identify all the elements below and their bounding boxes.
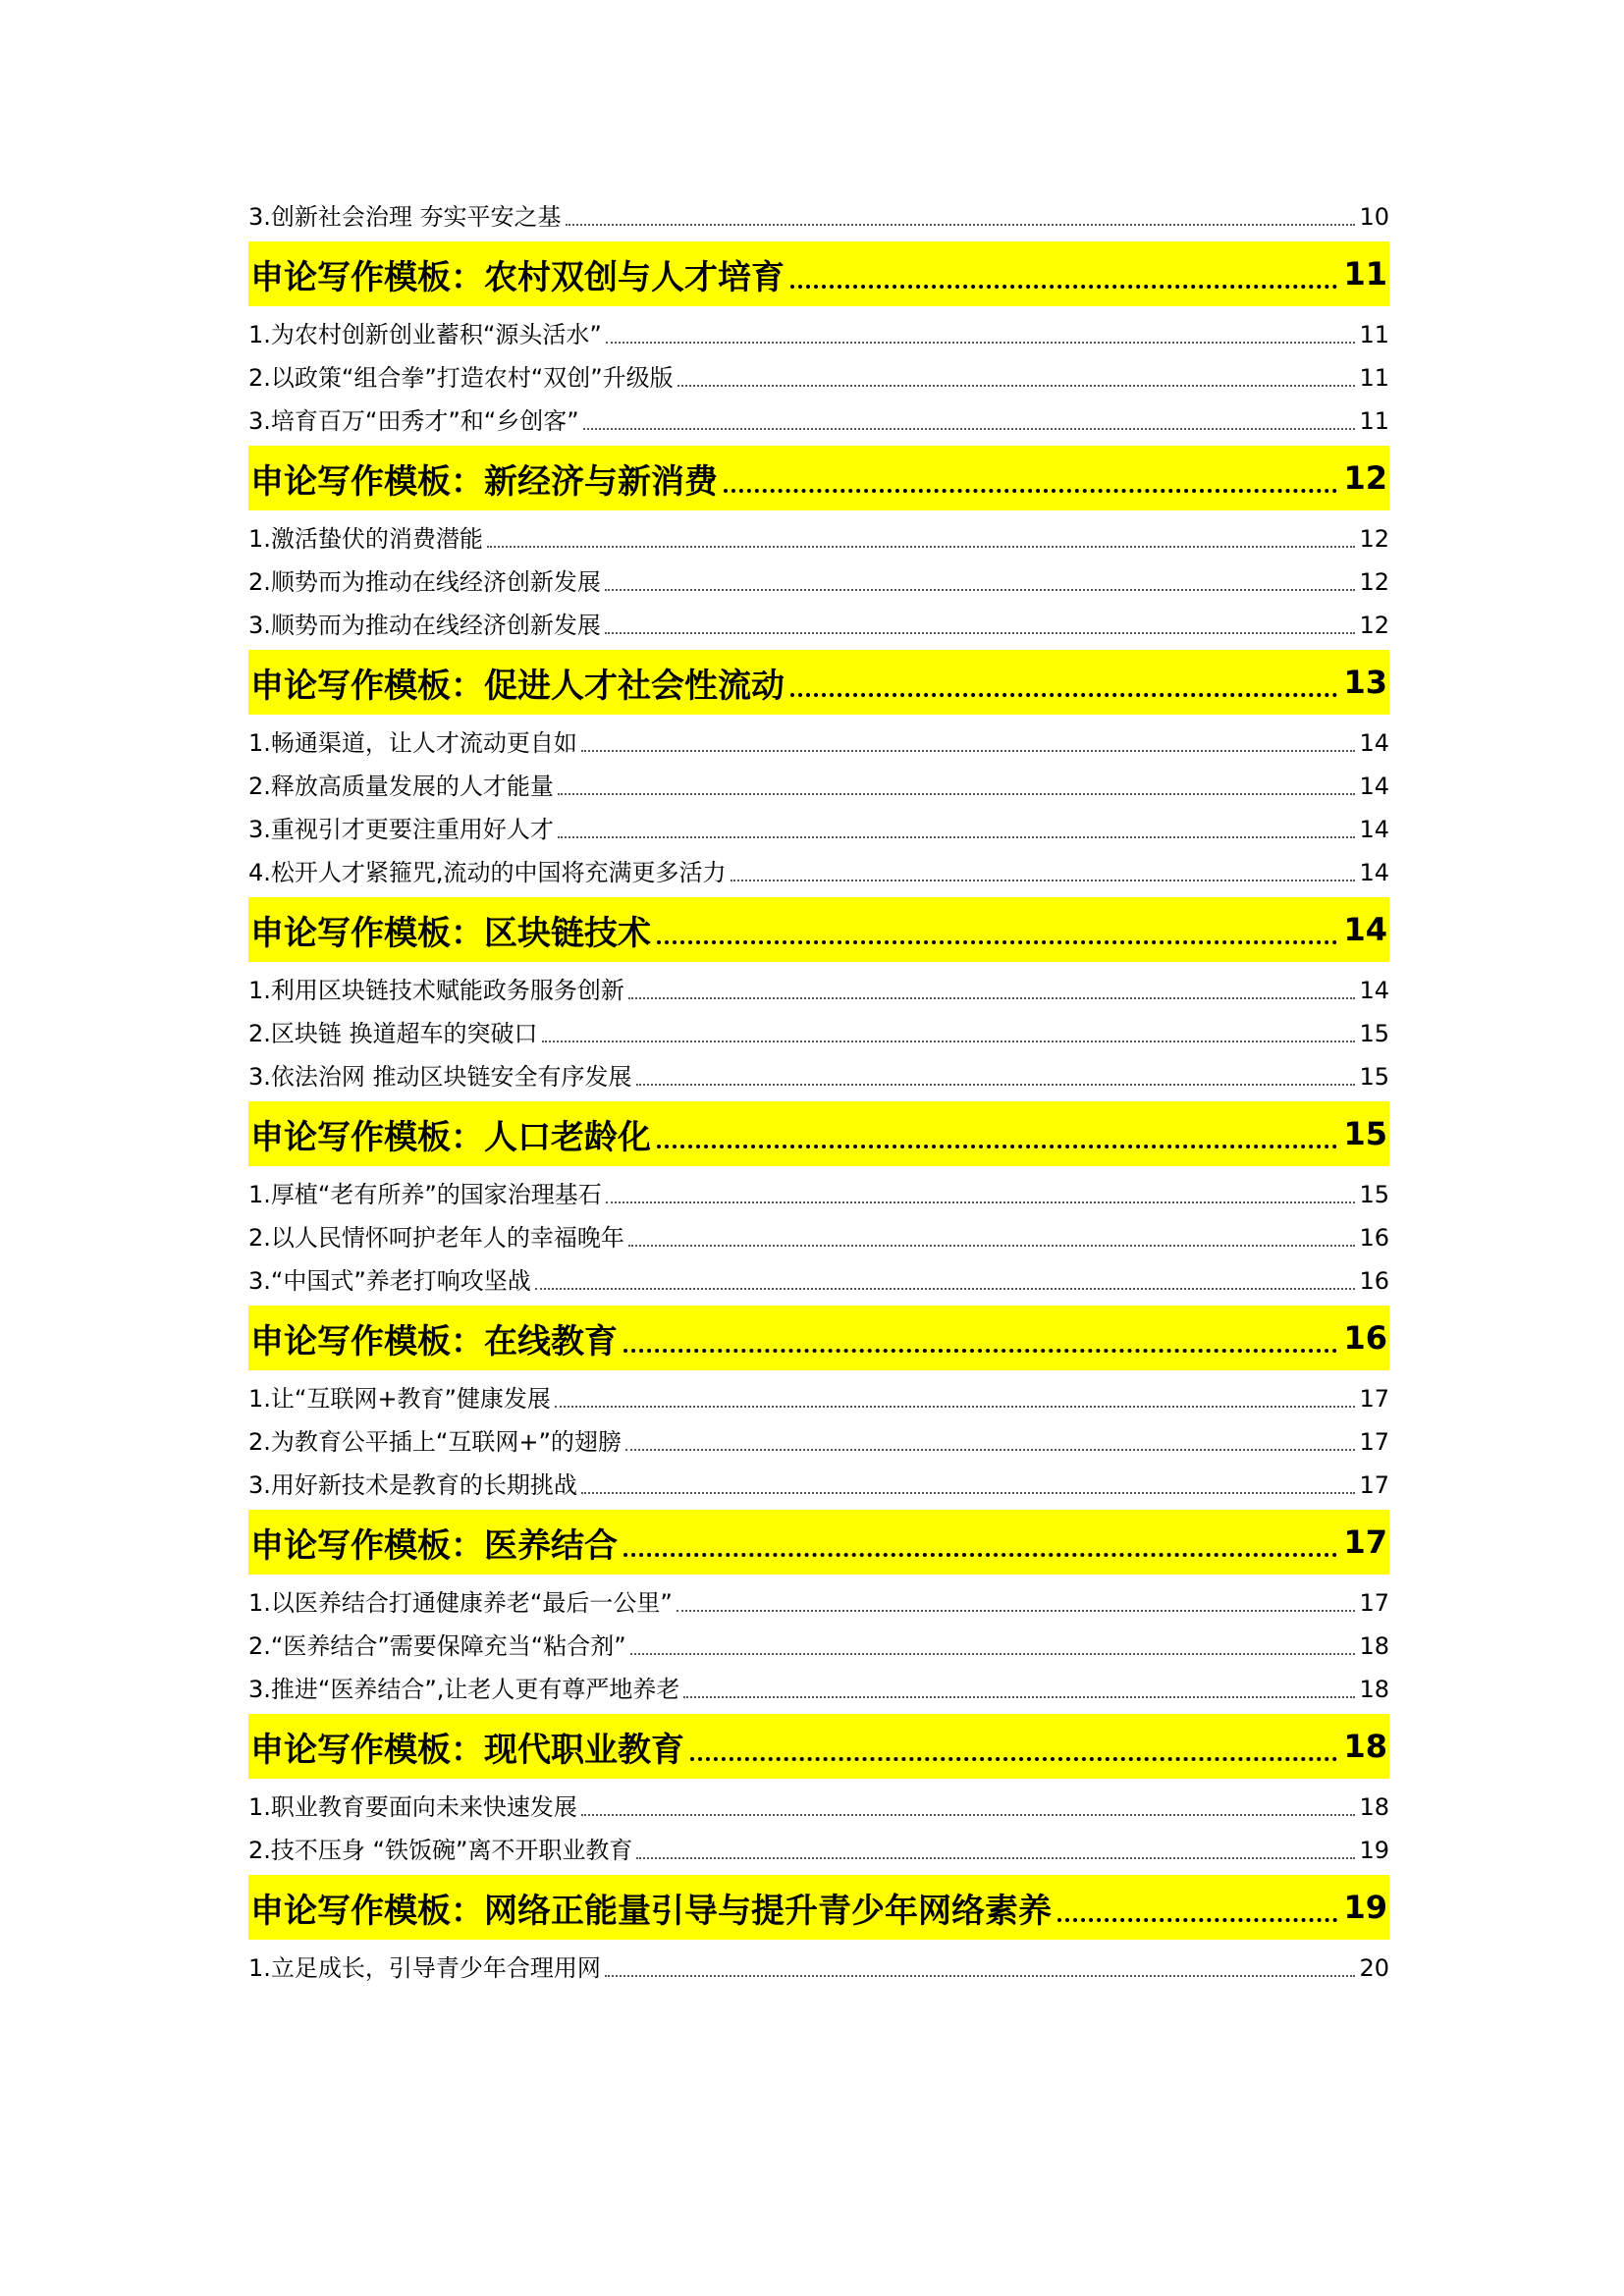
toc-entry[interactable]	[248, 514, 1389, 558]
toc-page-number: 14	[1359, 729, 1389, 757]
toc-dot-leader	[657, 940, 1337, 944]
toc-dot-leader	[724, 489, 1337, 493]
toc-entry[interactable]	[248, 558, 1389, 601]
toc-section-heading[interactable]	[248, 241, 1389, 306]
toc-entry-title: 1.立足成长，引导青少年合理用网	[248, 1954, 601, 1982]
toc-page-number: 17	[1359, 1385, 1389, 1413]
toc-entry-title: 1.厚植“老有所养”的国家治理基石	[248, 1181, 602, 1208]
toc-heading-title: 申论写作模板：网络正能量引导与提升青少年网络素养	[250, 1891, 1052, 1931]
toc-page-number: 12	[1359, 612, 1389, 639]
toc-page-number: 15	[1359, 1020, 1389, 1047]
toc-entry[interactable]	[248, 762, 1389, 805]
toc-page-number: 12	[1359, 525, 1389, 553]
toc-dot-leader	[790, 693, 1337, 697]
toc-page-number: 18	[1359, 1632, 1389, 1660]
toc-dot-leader	[623, 1349, 1337, 1353]
toc-entry[interactable]	[248, 1213, 1389, 1256]
toc-dot-leader	[606, 342, 1356, 344]
toc-dot-leader	[581, 750, 1356, 752]
toc-section-heading[interactable]	[248, 1306, 1389, 1370]
toc-dot-leader	[581, 1814, 1356, 1816]
toc-section-heading[interactable]	[248, 446, 1389, 510]
toc-dot-leader	[605, 589, 1356, 591]
toc-dot-leader	[677, 1610, 1356, 1612]
toc-entry-title: 2.以政策“组合拳”打造农村“双创”升级版	[248, 364, 674, 392]
toc-entry-title: 3.顺势而为推动在线经济创新发展	[248, 612, 601, 639]
toc-page-number: 14	[1359, 816, 1389, 843]
toc-section-heading[interactable]	[248, 1510, 1389, 1575]
toc-page-number: 16	[1359, 1224, 1389, 1252]
toc-page-number: 18	[1359, 1676, 1389, 1703]
toc-dot-leader	[487, 546, 1356, 548]
toc-heading-title: 申论写作模板：促进人才社会性流动	[250, 666, 785, 706]
toc-page-number: 18	[1343, 1728, 1387, 1765]
toc-section-heading[interactable]	[248, 1714, 1389, 1779]
toc-page-number: 16	[1343, 1319, 1387, 1357]
toc-entry-title: 1.让“互联网+教育”健康发展	[248, 1385, 551, 1413]
toc-section-heading[interactable]	[248, 1101, 1389, 1166]
toc-dot-leader	[558, 836, 1356, 838]
toc-page-number: 20	[1359, 1954, 1389, 1982]
toc-dot-leader	[731, 880, 1356, 881]
toc-entry-title: 1.为农村创新创业蓄积“源头活水”	[248, 321, 602, 348]
toc-entry-title: 3.依法治网 推动区块链安全有序发展	[248, 1063, 632, 1091]
toc-dot-leader	[606, 1201, 1356, 1203]
toc-entry[interactable]	[248, 1578, 1389, 1622]
toc-entry[interactable]	[248, 805, 1389, 848]
toc-entry[interactable]	[248, 198, 1389, 236]
toc-dot-leader	[605, 632, 1356, 634]
toc-page-number: 19	[1359, 1837, 1389, 1864]
toc-entry[interactable]	[248, 1622, 1389, 1665]
toc-entry[interactable]	[248, 719, 1389, 762]
toc-dot-leader	[581, 1492, 1356, 1494]
toc-dot-leader	[542, 1041, 1356, 1042]
toc-dot-leader	[677, 385, 1356, 387]
toc-entry-title: 1.激活蛰伏的消费潜能	[248, 525, 483, 553]
toc-page-number: 12	[1359, 568, 1389, 596]
toc-page-number: 10	[1359, 203, 1389, 231]
toc-entry[interactable]	[248, 966, 1389, 1009]
toc-entry-title: 3.创新社会治理 夯实平安之基	[248, 203, 562, 231]
toc-section-heading[interactable]	[248, 650, 1389, 715]
toc-section-heading[interactable]	[248, 897, 1389, 962]
toc-entry[interactable]	[248, 1417, 1389, 1461]
toc-entry[interactable]	[248, 1374, 1389, 1417]
toc-dot-leader	[1057, 1918, 1337, 1922]
toc-heading-title: 申论写作模板：在线教育	[250, 1321, 618, 1362]
toc-dot-leader	[625, 1449, 1356, 1451]
toc-page-number: 12	[1343, 459, 1387, 497]
toc-dot-leader	[623, 1553, 1337, 1557]
toc-page-number: 15	[1359, 1063, 1389, 1091]
toc-page-number: 17	[1359, 1428, 1389, 1456]
toc-dot-leader	[555, 1406, 1356, 1408]
toc-page-number: 14	[1343, 911, 1387, 948]
toc-entry[interactable]	[248, 1170, 1389, 1213]
toc-entry[interactable]	[248, 1009, 1389, 1052]
toc-dot-leader	[683, 1696, 1355, 1698]
toc-entry[interactable]	[248, 1052, 1389, 1095]
toc-heading-title: 申论写作模板：人口老龄化	[250, 1117, 651, 1157]
toc-page-number: 13	[1343, 664, 1387, 701]
toc-page-number: 16	[1359, 1267, 1389, 1295]
toc-heading-title: 申论写作模板：现代职业教育	[250, 1730, 684, 1770]
toc-entry[interactable]	[248, 1826, 1389, 1869]
toc-entry[interactable]	[248, 1665, 1389, 1708]
toc-dot-leader	[630, 1653, 1356, 1655]
toc-entry-title: 2.顺势而为推动在线经济创新发展	[248, 568, 601, 596]
toc-entry[interactable]	[248, 601, 1389, 644]
toc-entry[interactable]	[248, 1461, 1389, 1504]
toc-page-number: 17	[1343, 1523, 1387, 1561]
toc-dot-leader	[558, 793, 1356, 795]
toc-entry[interactable]	[248, 1944, 1389, 1987]
toc-dot-leader	[790, 285, 1337, 289]
toc-entry-title: 2.“医养结合”需要保障充当“粘合剂”	[248, 1632, 626, 1660]
toc-entry-title: 3.“中国式”养老打响攻坚战	[248, 1267, 531, 1295]
toc-entry-title: 1.畅通渠道，让人才流动更自如	[248, 729, 577, 757]
toc-page-number: 14	[1359, 859, 1389, 886]
toc-heading-title: 申论写作模板：农村双创与人才培育	[250, 257, 785, 297]
toc-page-number: 11	[1359, 364, 1389, 392]
toc-page-number: 14	[1359, 773, 1389, 800]
toc-entry-title: 2.技不压身 “铁饭碗”离不开职业教育	[248, 1837, 633, 1864]
toc-dot-leader	[636, 1084, 1356, 1086]
toc-dot-leader	[628, 1245, 1356, 1247]
toc-dot-leader	[605, 1975, 1356, 1977]
toc-entry[interactable]	[248, 848, 1389, 891]
toc-page-number: 14	[1359, 977, 1389, 1004]
toc-entry-title: 1.利用区块链技术赋能政务服务创新	[248, 977, 624, 1004]
toc-entry[interactable]	[248, 1256, 1389, 1300]
toc-page-number: 11	[1359, 407, 1389, 435]
table-of-contents	[248, 198, 1389, 1987]
toc-entry-title: 3.用好新技术是教育的长期挑战	[248, 1471, 577, 1499]
toc-page-number: 17	[1359, 1589, 1389, 1617]
toc-dot-leader	[566, 224, 1356, 226]
toc-entry[interactable]	[248, 397, 1389, 440]
toc-heading-title: 申论写作模板：医养结合	[250, 1525, 618, 1566]
toc-heading-title: 申论写作模板：区块链技术	[250, 913, 651, 953]
toc-entry[interactable]	[248, 1783, 1389, 1826]
toc-entry-title: 3.推进“医养结合”,让老人更有尊严地养老	[248, 1676, 680, 1703]
toc-entry[interactable]	[248, 310, 1389, 353]
toc-dot-leader	[690, 1757, 1337, 1761]
toc-entry-title: 1.以医养结合打通健康养老“最后一公里”	[248, 1589, 673, 1617]
toc-dot-leader	[583, 428, 1356, 430]
toc-page-number: 11	[1359, 321, 1389, 348]
toc-page-number: 15	[1359, 1181, 1389, 1208]
toc-dot-leader	[636, 1857, 1355, 1859]
toc-page-number: 15	[1343, 1115, 1387, 1152]
toc-entry-title: 2.以人民情怀呵护老年人的幸福晚年	[248, 1224, 624, 1252]
toc-entry-title: 3.重视引才更要注重用好人才	[248, 816, 554, 843]
toc-heading-title: 申论写作模板：新经济与新消费	[250, 461, 718, 502]
toc-page-number: 18	[1359, 1793, 1389, 1821]
toc-dot-leader	[535, 1288, 1356, 1290]
toc-entry-title: 4.松开人才紧箍咒,流动的中国将充满更多活力	[248, 859, 727, 886]
toc-entry-title: 2.为教育公平插上“互联网+”的翅膀	[248, 1428, 622, 1456]
toc-page-number: 17	[1359, 1471, 1389, 1499]
toc-page-number: 19	[1343, 1889, 1387, 1926]
toc-entry-title: 3.培育百万“田秀才”和“乡创客”	[248, 407, 579, 435]
toc-entry[interactable]	[248, 353, 1389, 397]
toc-section-heading[interactable]	[248, 1875, 1389, 1940]
toc-entry-title: 1.职业教育要面向未来快速发展	[248, 1793, 577, 1821]
toc-entry-title: 2.释放高质量发展的人才能量	[248, 773, 554, 800]
toc-page-number: 11	[1343, 255, 1387, 293]
toc-entry-title: 2.区块链 换道超车的突破口	[248, 1020, 538, 1047]
toc-dot-leader	[628, 997, 1356, 999]
toc-dot-leader	[657, 1145, 1337, 1148]
